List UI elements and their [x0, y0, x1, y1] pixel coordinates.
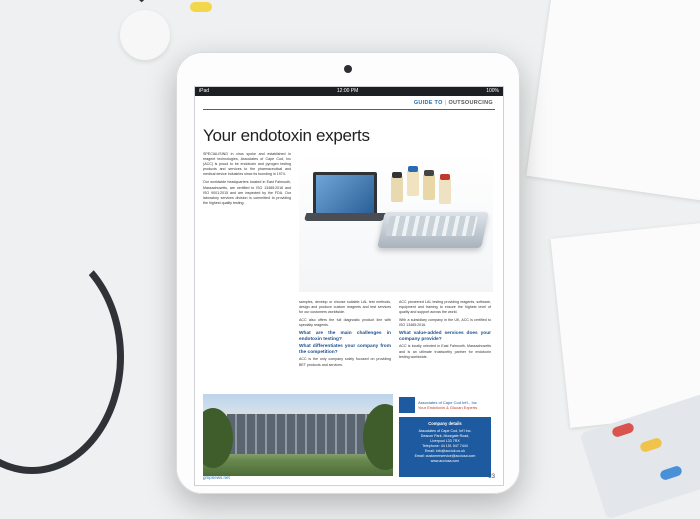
article-column-2 [299, 300, 391, 371]
footer-site[interactable]: gmpnews.net [203, 474, 230, 480]
section-label: GUIDE TO [413, 100, 443, 106]
paragraph: ACC is locally oriented in East Falmouth, Massachusetts and is an ultimate trustworthy partner for endotoxin testing worldwide. [399, 344, 491, 359]
paragraph: samples, develop or choose suitable LAL test methods, design and produce custom reagents and test services for our customers worldwide. [299, 300, 391, 315]
paragraph: SPECIALISING in virus spoke and established in reagent technologies, Associates of Cape Cod, Inc (ACC) is proud to be endotoxin and pyrogen testing products and services to the pharmaceutical and medical device industries since its founding in 1974. [203, 152, 291, 177]
logo-tagline: Your Endotoxin & Glucan Experts [418, 405, 478, 410]
page-number: 23 [488, 474, 495, 480]
building-facade [227, 414, 377, 454]
pill-bottle [120, 10, 170, 60]
tablet-device [176, 52, 520, 494]
camera-icon [344, 65, 352, 73]
status-bar [195, 87, 503, 96]
article-column-3 [399, 300, 491, 363]
reagent-vial [391, 176, 403, 202]
company-logo [399, 396, 491, 414]
company-contact-box [399, 396, 491, 478]
page-footer [203, 473, 495, 481]
contact-line: Telephone: 44 151 547 7444 [422, 444, 468, 448]
logo-name: Associates of Cape Cod Int'l., Inc [418, 400, 477, 405]
subheading: What are the main challenges in endotoxin testing? [299, 331, 391, 342]
laptop-screen [313, 172, 377, 216]
headquarters-photo [203, 394, 393, 476]
magazine-page[interactable] [195, 96, 503, 485]
article-column-1 [203, 152, 291, 209]
pill [190, 2, 212, 12]
section-separator: | [444, 100, 447, 106]
contact-line: Email: info@acciuk.co.uk [424, 449, 466, 453]
status-bar-battery: 100% [486, 88, 499, 94]
company-details [399, 417, 491, 477]
paragraph: ACC also offers the full diagnostic product line with specialty reagents. [299, 318, 391, 328]
chart-paper [551, 222, 700, 428]
paragraph: With a subsidiary company in the UK, ACC is certified to ISO 13485:2016. [399, 318, 491, 328]
laptop-base [304, 213, 387, 221]
paragraph: ACC pioneered LAL testing providing reagents, software, equipment and training to ensure the highest level of quality and support across the world. [399, 300, 491, 315]
subheading: What value-added services does your company provide? [399, 331, 491, 342]
reagent-vial [423, 174, 435, 200]
reagent-vial [407, 170, 419, 196]
tablet-screen [194, 86, 504, 486]
contact-line: Email: customerservice@acciusa.com [414, 454, 476, 458]
company-logo-icon [399, 397, 415, 413]
reagent-vial [439, 178, 451, 204]
contact-line: Associates of Cape Cod, Int'l Inc. [418, 429, 472, 433]
stethoscope-tube [0, 240, 124, 474]
reader-wells [386, 216, 478, 236]
subheading: What differentiates your company from the competition? [299, 344, 391, 355]
article-title: Your endotoxin experts [203, 126, 370, 145]
status-bar-time: 12:00 PM [336, 88, 359, 94]
company-details-heading: Company details [428, 421, 462, 426]
section-header [414, 100, 493, 106]
header-divider [203, 109, 495, 110]
contact-line: www.acciusa.com [430, 459, 460, 463]
company-logo-text [418, 400, 477, 410]
paragraph: ACC is the only company solely focused on providing BET products and services. [299, 357, 391, 367]
subsection-label: OUTSOURCING [448, 100, 493, 106]
clipboard-paper [526, 0, 700, 202]
status-bar-device: iPad [199, 88, 210, 94]
incubating-reader [377, 212, 489, 248]
contact-line: Liverpool L33 7RX [430, 439, 460, 443]
paragraph: Our worldwide headquarters located in East Falmouth, Massachusetts, are certified to ISO 13485:2016 and ISO 9001:2015 and are inspected by the FDA. Our laboratory services division is committed to providing the highest quality testing. [203, 180, 291, 205]
contact-line: Deacon Park, Moorgate Road, [420, 434, 470, 438]
product-image [299, 152, 493, 292]
